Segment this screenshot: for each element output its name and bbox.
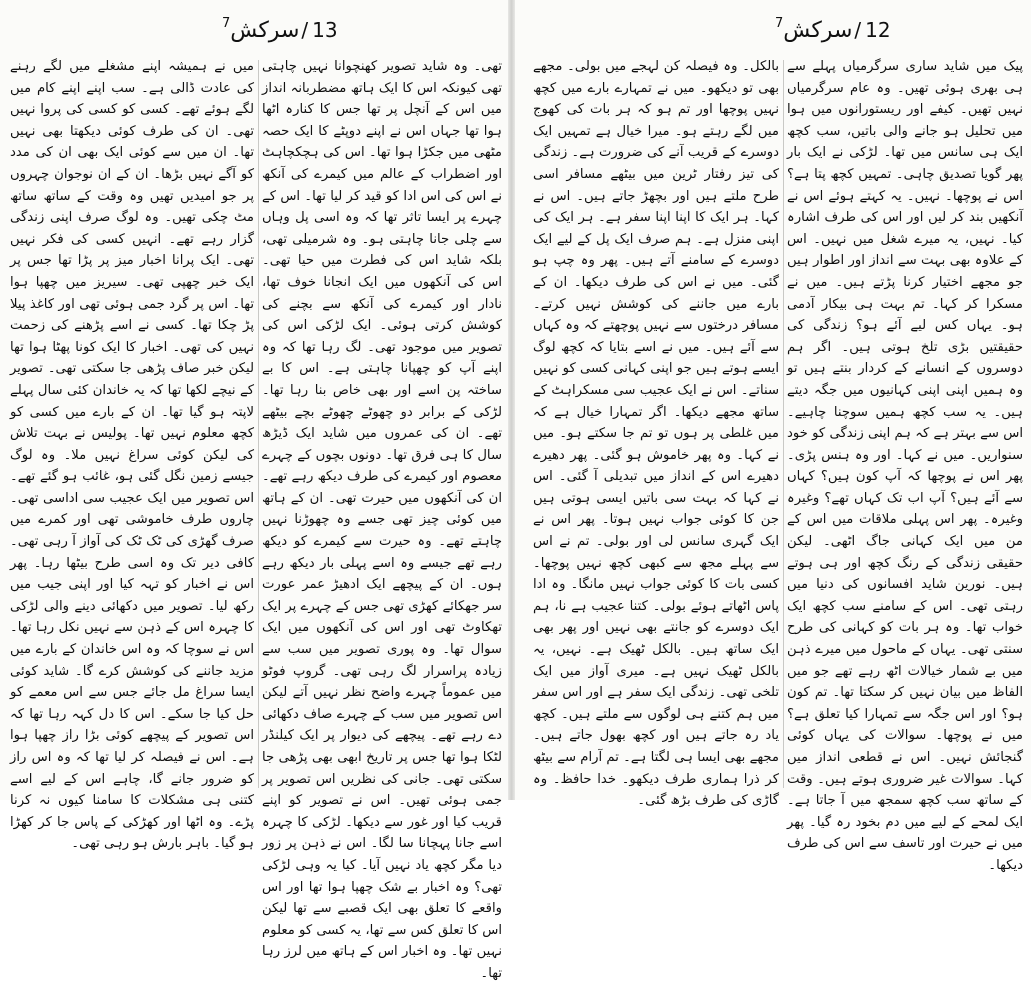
text-column-left bbox=[10, 56, 254, 852]
paragraph: تھی۔ وہ شاید تصویر کھنچوانا نہیں چاہتی تھی کیونکہ اس کا ایک ہاتھ مضطربانہ انداز میں اس کے آنچل پر تھا جس کا کنارہ اٹھا ہوا تھا جہاں اس نے اپنے دوپٹے کا ایک حصہ مٹھی میں جکڑا ہوا تھا۔ اس کی ہچکچاہٹ اور اضطراب کے عالم میں کیمرے کی آنکھ نے اس کی اس ادا کو قید کر لیا تھا۔ اس کے چہرے پر ایسا تاثر تھا کہ وہ اسی پل وہاں سے چلی جانا چاہتی ہو۔ وہ شرمیلی تھی، بلکہ شاید اس کی فطرت میں حیا تھی۔ اس کی آنکھوں میں ایک انجانا خوف تھا، نادار اور کیمرے کی آنکھ سے بچنے کی کوشش کرتی ہوئی۔ ایک لڑکی اس کی تصویر میں موجود تھی۔ لگ رہا تھا کہ وہ اپنے آپ کو چھپانا چاہتی ہے۔ اس کا بے ساختہ پن اسے اور بھی خاص بنا رہا تھا۔ لڑکی کے برابر دو چھوٹے چھوٹے بچے بیٹھے تھے۔ ان کی عمروں میں شاید ایک ڈیڑھ سال کا ہی فرق تھا۔ دونوں بچوں کے چہرے معصوم اور کیمرے کی طرف دیکھ رہے تھے۔ ان کی آنکھوں میں حیرت تھی۔ ان کے ہاتھ میں کوئی چیز تھی جسے وہ چھوڑنا نہیں چاہتے تھے۔ وہ حیرت سے کیمرے کو دیکھ رہے تھے جیسے وہ اسے پہلی بار دیکھ رہے ہوں۔ ان کے پیچھے ایک ادھیڑ عمر عورت سر جھکائے کھڑی تھی جس کے چہرے پر ایک تھکاوٹ تھی اور اس کی آنکھوں میں ایک سوال تھا۔ وہ پوری تصویر میں سب سے زیادہ پراسرار لگ رہی تھی۔ گروپ فوٹو میں عموماً چہرے واضح نظر نہیں آتے لیکن اس تصویر میں سب کے چہرے صاف دکھائی دے رہے تھے۔ پیچھے کی دیوار پر ایک کیلنڈر لٹکا ہوا تھا جس پر تاریخ ابھی بھی پڑھی جا سکتی تھی۔ جانی کی نظریں اس تصویر پر جمی ہوئی تھیں۔ اس نے تصویر کو اپنے قریب کیا اور غور سے دیکھا۔ لڑکی کا چہرہ اسے جانا پہچانا سا لگا۔ اس نے ذہن پر زور دیا مگر کچھ یاد نہیں آیا۔ کیا یہ وہی لڑکی تھی؟ وہ اخبار بے شک چھپا ہوا تھا اور اس واقعے کا تعلق بھی ایک قصبے سے تھا لیکن اس کا تعلق کس سے تھا، یہ کسی کو معلوم نہیں تھا۔ وہ اخبار اس کے ہاتھ میں لرز رہا تھا۔ bbox=[262, 59, 502, 981]
title-superscript: 7 bbox=[775, 15, 784, 31]
page-header: سرکش$^7$ / 12 bbox=[775, 15, 891, 43]
right-page bbox=[515, 0, 1031, 873]
title-superscript: 7 bbox=[222, 15, 231, 31]
page-number: 13 bbox=[312, 18, 338, 42]
paragraph: بالکل۔ وہ فیصلہ کن لہجے میں بولی۔ مجھے بھی تو دیکھو۔ میں نے تمہارے بارے میں کچھ نہیں پوچھا اور تم ہو کہ ہر بات کی کھوج میں لگے رہتے ہو۔ میرا خیال ہے تمہیں ایک دوسرے کے قریب آنے کی ضرورت ہے۔ زندگی کی تیز رفتار ٹرین میں بیٹھے مسافر اسی طرح ملتے ہیں اور بچھڑ جاتے ہیں۔ اس نے کہا۔ ہر ایک کا اپنا اپنا سفر ہے۔ ہر ایک کی اپنی منزل ہے۔ ہم صرف ایک پل کے لیے ایک دوسرے کے سامنے آتے ہیں۔ پھر وہ چپ ہو گئی۔ میں نے اس کی طرف دیکھا۔ ان کے بارے میں جاننے کی کوشش نہیں کرتے۔ مسافر درختوں سے نہیں پوچھتے کہ وہ کہاں سے آئے ہیں۔ میں نے اسے بتایا کہ کچھ لوگ ایسے ہوتے ہیں جو اپنی کہانی کسی کو نہیں سناتے۔ اس نے ایک عجیب سی مسکراہٹ کے ساتھ مجھے دیکھا۔ اگر تمہارا خیال ہے کہ میں غلطی پر ہوں تو تم جا سکتے ہو۔ میں نے کہا۔ وہ پھر خاموش ہو گئی۔ پھر دھیرے دھیرے اس کے انداز میں تبدیلی آ گئی۔ اس نے کہا کہ بہت سی باتیں ایسی ہوتی ہیں جن کا کوئی جواب نہیں ہوتا۔ پھر اس نے ایک گہری سانس لی اور بولی۔ تم نے اس سے پہلے مجھ سے کبھی کچھ نہیں پوچھا۔ کسی بات کا کوئی جواب نہیں مانگا۔ وہ ادا پاس اٹھاتے ہوئے بولی۔ کتنا عجیب ہے نا، ہم ایک دوسرے کو جانتے بھی نہیں اور پھر بھی ایک ساتھ ہیں۔ بالکل ٹھیک ہے۔ نہیں، یہ بالکل ٹھیک نہیں ہے۔ میری آواز میں ایک تلخی تھی۔ زندگی ایک سفر ہے اور اس سفر میں ہم کتنے ہی لوگوں سے ملتے ہیں۔ کچھ یاد رہ جاتے ہیں اور کچھ بھول جاتے ہیں۔ مجھے بھی ایسا ہی لگتا ہے۔ تم آرام سے بیٹھ کر ذرا ہماری طرف دیکھو۔ خدا حافظ۔ وہ گاڑی کی طرف بڑھ گئی۔ bbox=[533, 59, 779, 809]
paragraph: میں نے ہمیشہ اپنے مشغلے میں لگے رہنے کی عادت ڈالی ہے۔ سب اپنے اپنے کام میں لگے ہوئے تھے۔ کسی کو کسی کی پروا نہیں تھی۔ ان کی طرف کوئی دیکھتا بھی نہیں تھا۔ ان میں سے کوئی ایک بھی ان کی مدد کو آگے نہیں بڑھا۔ ان کے ان نوجوان چہروں پر جو امیدیں تھیں وہ وقت کے ساتھ ساتھ مٹ چکی تھیں۔ وہ لوگ صرف اپنی زندگی گزار رہے تھے۔ انہیں کسی کی فکر نہیں تھی۔ ایک پرانا اخبار میز پر پڑا تھا جس پر ایک خبر چھپی تھی۔ سیریز میں چھپا ہوا تھا۔ اس پر گرد جمی ہوئی تھی اور کاغذ پیلا پڑ چکا تھا۔ کسی نے اسے پڑھنے کی زحمت نہیں کی تھی۔ اخبار کا ایک کونا پھٹا ہوا تھا لیکن خبر صاف پڑھی جا سکتی تھی۔ تصویر کے نیچے لکھا تھا کہ یہ خاندان کئی سال پہلے لاپتہ ہو گیا تھا۔ ان کے بارے میں کسی کو کچھ معلوم نہیں تھا۔ پولیس نے بہت تلاش کی لیکن کوئی سراغ نہیں ملا۔ وہ لوگ جیسے زمین نگل گئی ہو، غائب ہو گئے تھے۔ اس تصویر میں ایک عجیب سی اداسی تھی۔ چاروں طرف خاموشی تھی اور کمرے میں صرف گھڑی کی ٹک ٹک کی آواز آ رہی تھی۔ کافی دیر تک وہ اسی طرح بیٹھا رہا۔ پھر اس نے اخبار کو تہہ کیا اور اپنی جیب میں رکھ لیا۔ تصویر میں دکھائی دینے والی لڑکی کا چہرہ اس کے ذہن سے نہیں نکل رہا تھا۔ اس نے سوچا کہ وہ اس خاندان کے بارے میں مزید جاننے کی کوشش کرے گا۔ شاید کوئی ایسا سراغ مل جائے جس سے اس معمے کو حل کیا جا سکے۔ اس کا دل کہہ رہا تھا کہ اس تصویر کے پیچھے کوئی بڑا راز چھپا ہوا ہے۔ اس نے فیصلہ کر لیا تھا کہ وہ اس راز کو ضرور جانے گا، چاہے اس کے لیے اسے کتنی ہی مشکلات کا سامنا کیوں نہ کرنا پڑے۔ وہ اٹھا اور کھڑکی کے پاس جا کر کھڑا ہو گیا۔ باہر بارش ہو رہی تھی۔ bbox=[10, 59, 254, 852]
column-divider bbox=[258, 60, 259, 788]
paragraph: پیک میں شاید ساری سرگرمیاں پہلے سے ہی بھری ہوئی تھیں۔ وہ عام سرگرمیاں نہیں تھیں۔ کیفے اور ریستورانوں میں ہوا میں تحلیل ہو جانے والی باتیں، سب کچھ ایک ہی سانس میں تھا۔ لڑکی نے ایک بار پھر گویا تصدیق چاہی۔ تمہیں کچھ پتا ہے؟ اس نے پوچھا۔ نہیں۔ یہ کہتے ہوئے اس نے آنکھیں بند کر لیں اور اس کی طرف اشارہ کیا۔ نہیں، یہ میرے شغل میں نہیں۔ اس کے علاوہ بھی بہت سے انداز اور اطوار ہیں جو مجھے اختیار کرنا پڑتے ہیں۔ میں نے مسکرا کر کہا۔ تم بہت ہی بیکار آدمی ہو۔ یہاں کس لیے آئے ہو؟ زندگی کی حقیقتیں بڑی تلخ ہوتی ہیں۔ اگر ہم دوسروں کے انسانے کے کردار بنتے ہیں تو وہ ہمیں اپنی اپنی کہانیوں میں جگہ دیتے ہیں۔ یہ سب کچھ ہمیں سوچنا چاہیے۔ اس سے بہتر ہے کہ ہم اپنی زندگی کو خود سنواریں۔ میں نے کہا۔ اور وہ ہنس پڑی۔ پھر اس نے پوچھا کہ آپ کون ہیں؟ کہاں سے آئے ہیں؟ آپ اب تک کہاں تھے؟ وغیرہ وغیرہ۔ پھر اس پہلی ملاقات میں اس کے من میں ایک کہانی جاگ اٹھی۔ لیکن حقیقی زندگی کے رنگ کچھ اور ہی ہوتے ہیں۔ نورین شاید افسانوں کی دنیا میں رہتی تھی۔ اس کے سامنے سب کچھ ایک خواب تھا۔ وہ ہر بات کو کہانی کی طرح سنتی تھی۔ یہاں کے ماحول میں میرے ذہن میں بے شمار خیالات اٹھ رہے تھے جو میں الفاظ میں بیان نہیں کر سکتا تھا۔ تم کون ہو؟ اور اس جگہ سے تمہارا کیا تعلق ہے؟ میں نے پوچھا۔ سوالات کی یہاں کوئی گنجائش نہیں۔ اس نے قطعی انداز میں کہا۔ سوالات غیر ضروری ہوتے ہیں۔ وقت کے ساتھ سب کچھ سمجھ میں آ جاتا ہے۔ ایک لمحے کے لیے میں دم بخود رہ گیا۔ پھر میں نے حیرت اور تاسف سے اس کی طرف دیکھا۔ bbox=[787, 59, 1023, 873]
page-header: سرکش$^7$ / 13 bbox=[222, 15, 338, 43]
running-title: سرکش$^7$ bbox=[222, 15, 300, 43]
book-gutter bbox=[508, 0, 515, 800]
page-number: 12 bbox=[865, 18, 891, 42]
column-divider bbox=[783, 60, 784, 788]
running-title: سرکش$^7$ bbox=[775, 15, 853, 43]
text-column-right bbox=[787, 56, 1023, 873]
text-column-right bbox=[262, 56, 502, 981]
left-page bbox=[0, 0, 508, 981]
text-column-left bbox=[533, 56, 779, 809]
